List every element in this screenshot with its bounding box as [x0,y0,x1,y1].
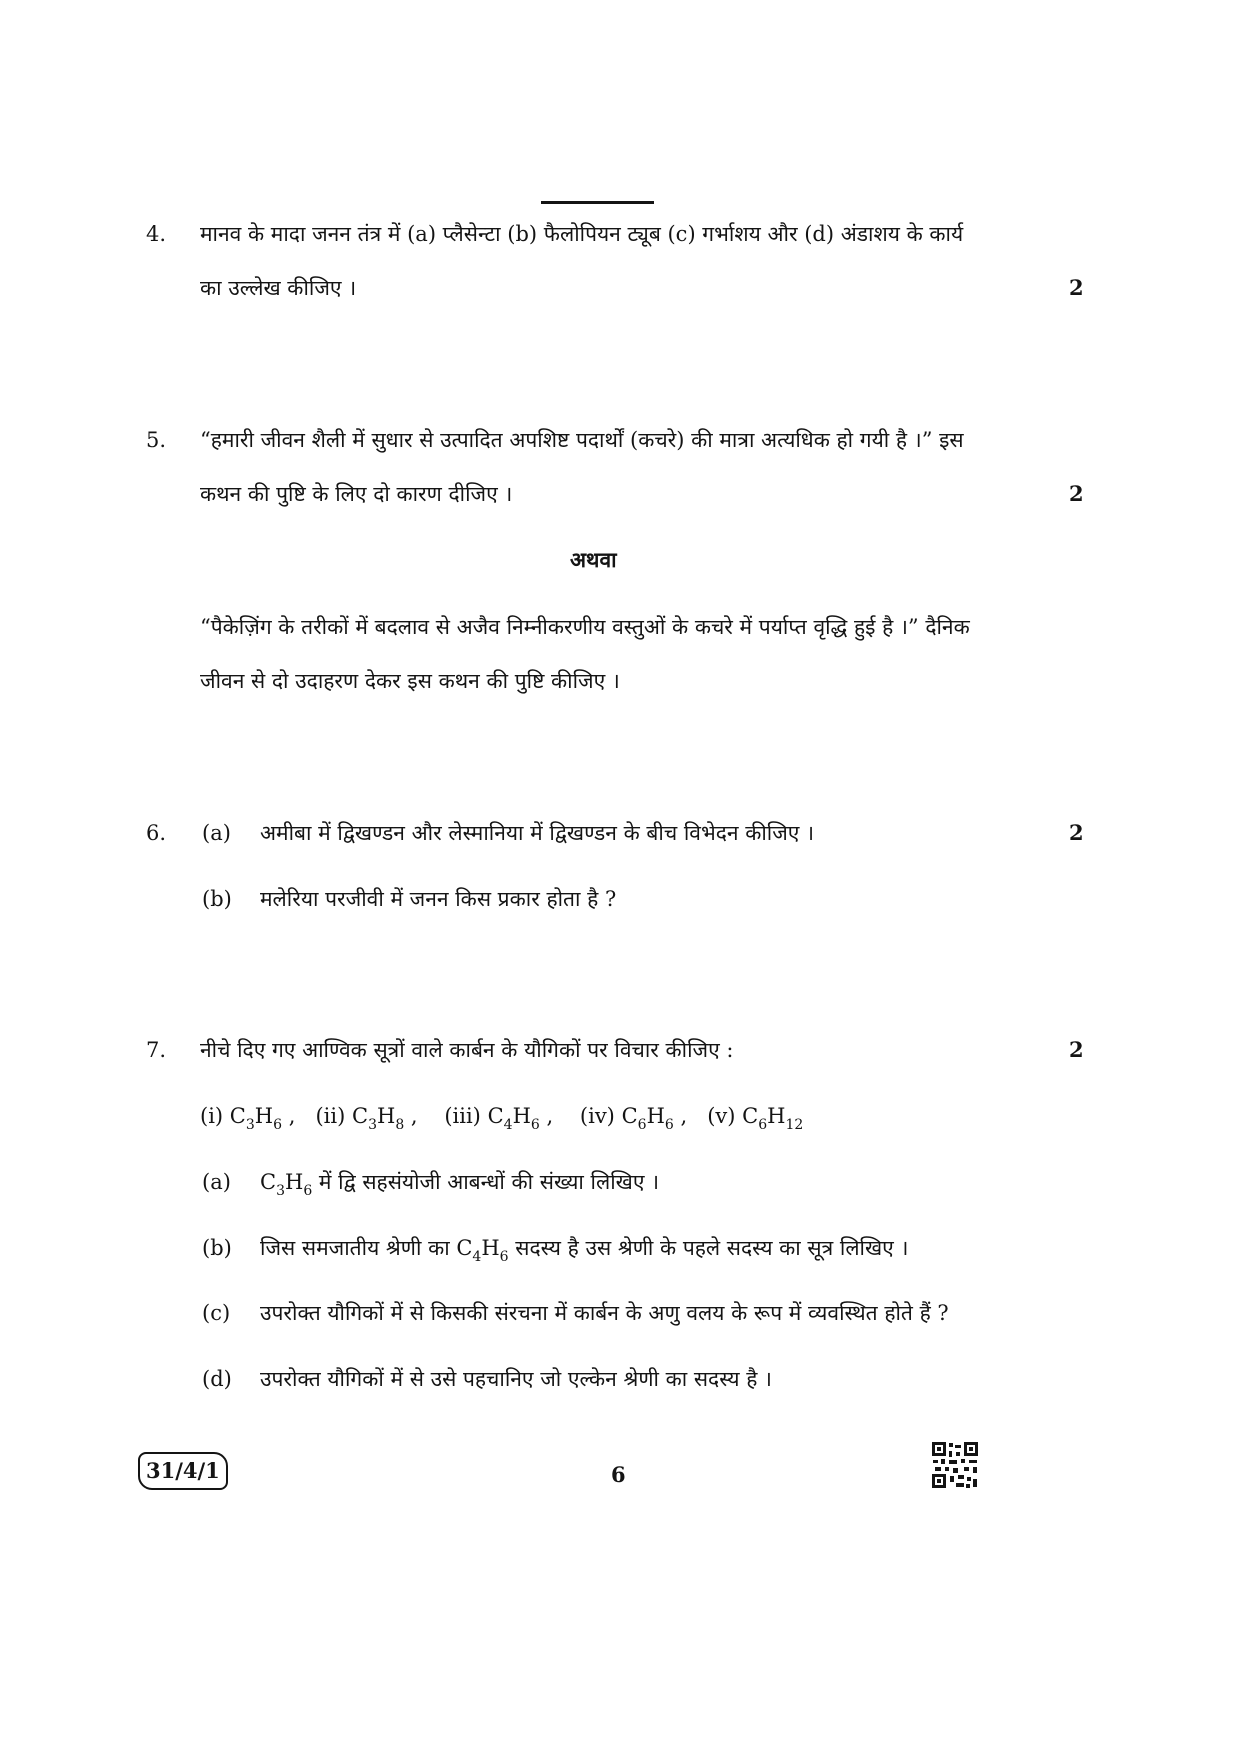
formula-subscript: 3 [368,1117,377,1133]
paper-code: 31/4/1 [138,1452,228,1490]
separator: , [288,1104,296,1128]
compound-label: (i) [200,1104,224,1128]
formula-symbol: C [487,1104,504,1128]
formula-subscript: 6 [303,1183,313,1199]
compound-2 [315,1104,424,1133]
q7b-text [260,1233,908,1266]
formula-subscript: 3 [276,1183,285,1199]
q7a-label: (a) [202,1170,231,1194]
separator: , [680,1104,688,1128]
formula-subscript: 6 [273,1117,283,1133]
formula-symbol: C [351,1104,369,1128]
formula-subscript: 6 [758,1117,768,1133]
q5-line-2: कथन की पुष्टि के लिए दो कारण दीजिए । [200,482,513,506]
formula-symbol: H [481,1236,500,1260]
q5-number: 5. [146,428,167,452]
q7-compound-list [200,1101,803,1134]
q5-or-line-2: जीवन से दो उदाहरण देकर इस कथन की पुष्टि कीजिए । [200,669,620,693]
q7c-label: (c) [202,1301,231,1325]
compound-3 [444,1104,560,1133]
q6a-label: (a) [202,821,231,845]
formula-symbol: C [260,1170,277,1194]
q6-marks: 2 [1069,820,1084,845]
q7-marks: 2 [1069,1037,1084,1062]
formula-symbol: H [285,1170,304,1194]
compound-label: (ii) [315,1104,346,1128]
q7d-text: उपरोक्त यौगिकों में से उसे पहचानिए जो एल्केन श्रेणी का सदस्य है । [260,1367,773,1391]
q7a-post-text: में द्वि सहसंयोजी आबन्धों की संख्या लिखिए । [312,1170,660,1194]
q7b-pre-text: जिस समजातीय श्रेणी का [260,1236,457,1260]
formula-symbol: C [621,1104,638,1128]
q4-line-2: का उल्लेख कीजिए । [200,276,357,300]
separator: , [410,1104,418,1128]
formula-subscript: 4 [503,1117,513,1133]
formula-subscript: 6 [637,1117,647,1133]
q7-number: 7. [146,1038,167,1062]
compound-5 [707,1104,804,1133]
compound-1 [200,1104,302,1133]
q7-intro: नीचे दिए गए आण्विक सूत्रों वाले कार्बन के यौगिकों पर विचार कीजिए : [200,1038,734,1062]
q6b-text: मलेरिया परजीवी में जनन किस प्रकार होता है ? [260,887,617,911]
q4-marks: 2 [1069,275,1084,300]
q4-line-1: मानव के मादा जनन तंत्र में (a) प्लैसेन्टा (b) फैलोपियन ट्यूब (c) गर्भाशय और (d) अंडाशय के कार्य [200,222,964,246]
formula-symbol: C [229,1104,246,1128]
or-label: अथवा [570,547,617,572]
formula-subscript: 6 [530,1117,540,1133]
q6-number: 6. [146,821,167,845]
formula-symbol: H [254,1104,274,1128]
formula-symbol: C [456,1236,473,1260]
compound-4 [579,1104,694,1133]
q7a-text [260,1167,659,1200]
q6a-text: अमीबा में द्विखण्डन और लेस्मानिया में द्विखण्डन के बीच विभेदन कीजिए । [260,821,815,845]
q6b-label: (b) [202,887,232,911]
compound-label: (iii) [444,1104,481,1128]
formula-symbol: C [742,1104,759,1128]
page-number: 6 [611,1462,626,1487]
q7c-text: उपरोक्त यौगिकों में से किसकी संरचना में कार्बन के अणु वलय के रूप में व्यवस्थित होते हैं ? [260,1301,949,1325]
q5-line-1: “हमारी जीवन शैली में सुधार से उत्पादित अपशिष्ट पदार्थों (कचरे) की मात्रा अत्यधिक हो गयी है ।” इस [200,428,964,452]
q7d-label: (d) [202,1367,232,1391]
formula-symbol: H [376,1104,396,1128]
formula-subscript: 6 [499,1249,509,1265]
q5-or-line-1: “पैकेज़िंग के तरीकों में बदलाव से अजैव निम्नीकरणीय वस्तुओं के कचरे में पर्याप्त वृद्धि हुई है ।” दैनिक [200,615,970,639]
formula-symbol: H [767,1104,786,1128]
q7b-post-text: सदस्य है उस श्रेणी के पहले सदस्य का सूत्र लिखिए । [508,1236,909,1260]
separator: , [546,1104,554,1128]
q4-number: 4. [146,222,167,246]
qr-code-icon [931,1441,979,1489]
formula-subscript: 4 [472,1249,482,1265]
formula-symbol: H [646,1104,665,1128]
compound-label: (v) [707,1104,736,1128]
formula-subscript: 3 [245,1117,255,1133]
q5-marks: 2 [1069,481,1084,506]
formula-subscript: 12 [785,1117,804,1133]
formula-symbol: H [512,1104,531,1128]
compound-label: (iv) [579,1104,615,1128]
formula-subscript: 6 [664,1117,674,1133]
q7b-label: (b) [202,1236,232,1260]
top-rule [541,201,654,204]
formula-subscript: 8 [395,1117,405,1133]
